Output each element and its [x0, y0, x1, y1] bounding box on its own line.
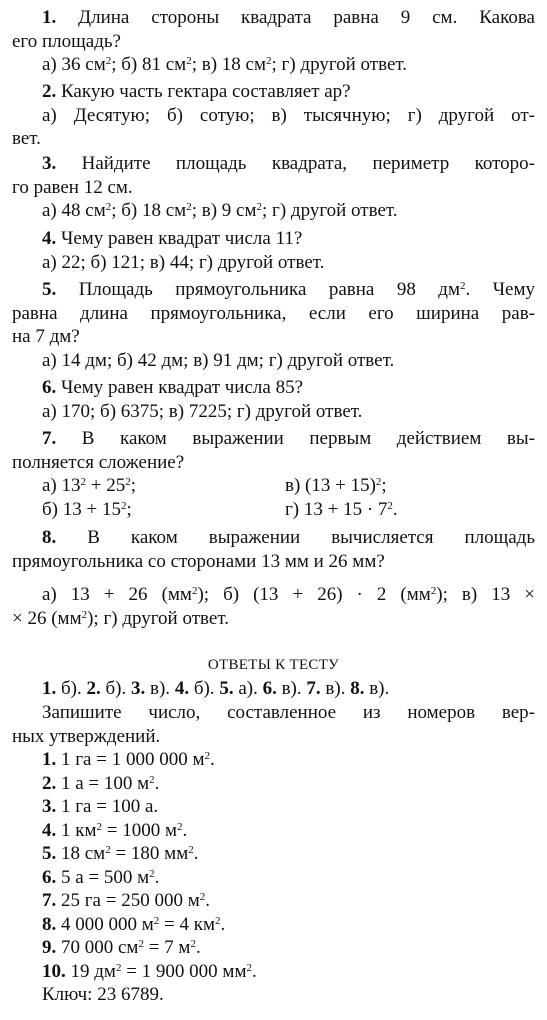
statement-text: 25 га = 250 000 $м^2$.	[56, 890, 210, 911]
statement-item	[42, 936, 257, 960]
question-text: В каком выражении вычисляется площадь	[56, 527, 535, 548]
statement-item	[42, 842, 257, 866]
statement-item	[42, 913, 257, 937]
statements-list	[42, 748, 257, 1007]
question-number: 8.	[42, 527, 57, 548]
answers-heading: ОТВЕТЫ К ТЕСТУ	[207, 657, 340, 673]
answer-value: б).	[56, 678, 87, 699]
question-8	[12, 526, 535, 630]
statement-number: 4.	[42, 819, 57, 841]
question-7	[12, 427, 535, 521]
answer-options: а) Десятую; б) сотую; в) тысячную; г) другой от-	[42, 104, 535, 126]
answer-number: 1.	[42, 678, 57, 699]
question-text: его площадь?	[12, 30, 121, 52]
question-text: го равен 12 см.	[12, 176, 133, 198]
question-1	[12, 6, 535, 77]
answer-number: 4.	[174, 678, 190, 699]
answer-value: в).	[364, 678, 390, 699]
statement-text: 5 а = 500 $м^2$.	[56, 866, 160, 888]
question-text: равна длина прямоугольника, если его ширина рав-	[12, 302, 535, 324]
question-2	[12, 80, 535, 151]
answer-options-cont: вет.	[12, 128, 41, 149]
answer-value: в).	[320, 678, 351, 699]
answer-key: Ключ: 23 6789.	[42, 984, 164, 1005]
question-text: Площадь прямоугольника равна 98 $дм^2$. Чему	[56, 279, 535, 300]
question-text: Длина стороны квадрата равна 9 см. Какова	[56, 7, 535, 28]
question-text: Найдите площадь квадрата, периметр которо-	[56, 153, 535, 174]
question-number: 7.	[42, 428, 57, 449]
option-g: г) $13 + 15 \cdot 7^2$.	[285, 498, 398, 520]
statement-item	[42, 772, 257, 796]
question-text: Какую часть гектара составляет ар?	[56, 81, 351, 102]
question-number: 5.	[42, 279, 57, 300]
question-number: 1.	[42, 7, 57, 28]
statement-item	[42, 819, 257, 843]
statement-number: 6.	[42, 866, 57, 888]
answer-options	[12, 474, 535, 521]
answer-options: а) 48 $см^2$; б) 18 $см^2$; в) 9 $см^2$; г) другой ответ.	[42, 200, 398, 221]
answer-number: 7.	[306, 678, 321, 699]
option-b: б) $13 + 15^2$;	[42, 498, 132, 520]
answer-number: 8.	[350, 678, 365, 699]
question-number: 3.	[42, 153, 57, 174]
question-text: Чему равен квадрат числа 11?	[56, 228, 303, 249]
option-a: а) $13^2 + 25^2$;	[42, 475, 137, 496]
answer-number: 5.	[219, 678, 234, 699]
answer-number: 3.	[131, 678, 146, 699]
answer-options-cont: × 26 $(мм^2)$; г) другой ответ.	[12, 607, 229, 629]
question-5	[12, 278, 535, 372]
answer-value: б).	[100, 678, 131, 699]
answer-options: а) 13 + 26 $(мм^2)$; б) (13 + 26) · 2 $(мм^2)$; в) 13 ×	[42, 584, 535, 605]
statement-item	[42, 889, 257, 913]
statement-text: 1 га = 100 а.	[56, 796, 159, 817]
statement-number: 7.	[42, 890, 57, 911]
question-text: полняется сложение?	[12, 451, 185, 473]
statement-text: 1 $км^2 = 1000$ $м^2$.	[56, 819, 188, 841]
question-3	[12, 152, 535, 223]
statement-text: 4 000 000 $м^2 = 4$ $км^2$.	[56, 913, 226, 935]
question-number: 4.	[42, 228, 57, 249]
question-6	[12, 376, 535, 423]
answer-value: в).	[145, 678, 175, 699]
statement-number: 2.	[42, 772, 57, 794]
option-v: в) $(13 + 15)^2$;	[285, 475, 387, 496]
answer-options: а) 14 дм; б) 42 дм; в) 91 дм; г) другой ответ.	[42, 349, 395, 371]
question-number: 2.	[42, 81, 57, 102]
statement-text: 1 га = 1 000 000 $м^2$.	[56, 749, 215, 770]
answer-value: а).	[233, 678, 263, 699]
statement-item	[42, 748, 257, 772]
statement-item	[42, 795, 257, 819]
answer-value: б).	[189, 678, 220, 699]
answer-number: 6.	[262, 678, 277, 699]
answer-value: в).	[276, 678, 307, 699]
statement-item	[42, 960, 257, 984]
statement-text: 18 $см^2 = 180$ $мм^2$.	[56, 843, 199, 864]
answer-options: а) 22; б) 121; в) 44; г) другой ответ.	[42, 251, 325, 273]
question-text: прямоугольника со сторонами 13 мм и 26 мм?	[12, 550, 385, 572]
statement-text: 19 $дм^2 = 1$ 900 000 $мм^2$.	[65, 960, 257, 982]
statement-number: 3.	[42, 796, 57, 817]
statement-text: 70 000 $см^2 = 7$ $м^2$.	[56, 937, 201, 958]
answer-number: 2.	[86, 678, 101, 699]
question-text: на 7 дм?	[12, 326, 80, 347]
task-text: Запишите число, составленное из номеров вер- ных утверждений.	[12, 702, 535, 747]
statement-number: 9.	[42, 937, 57, 958]
answers-line	[12, 677, 535, 701]
statement-number: 10.	[42, 960, 66, 982]
statement-number: 8.	[42, 913, 57, 935]
statement-text: 1 а = 100 $м^2$.	[56, 772, 160, 794]
answer-options: а) 36 $см^2$; б) 81 $см^2$; в) 18 $см^2$; г) другой ответ.	[42, 54, 408, 75]
question-text: В каком выражении первым действием вы-	[56, 428, 535, 449]
question-text: Чему равен квадрат числа 85?	[56, 377, 303, 398]
statement-number: 5.	[42, 843, 57, 864]
answer-options: а) 170; б) 6375; в) 7225; г) другой ответ.	[42, 400, 363, 422]
statement-number: 1.	[42, 749, 57, 770]
question-4	[12, 227, 535, 274]
question-number: 6.	[42, 377, 57, 398]
statement-item	[42, 866, 257, 890]
